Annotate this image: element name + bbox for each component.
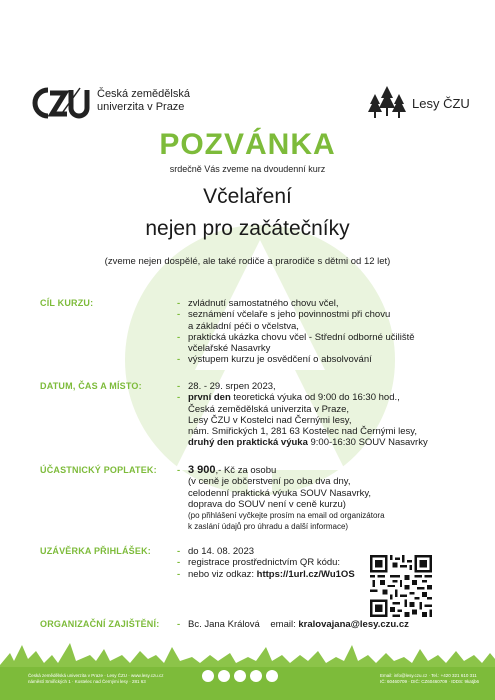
payment-note: (po přihlášení vyčkejte prosím na email od organizátora (188, 511, 385, 521)
audience-note: (zveme nejen dospělé, ale také rodiče a prarodiče s dětmi od 12 let) (104, 256, 391, 267)
list-item: a základní péči o včelstva, (188, 320, 299, 332)
qr-code[interactable] (370, 555, 432, 617)
invitation-heading: POZVÁNKA (159, 128, 336, 161)
goal-label: CÍL KURZU: (40, 298, 94, 308)
organizer-name: Bc. Jana Králová (188, 619, 260, 630)
footer-address-line: náměstí Smiřických 1 · Kostelec nad Černými lesy · 281 63 (28, 679, 146, 684)
list-item: - výstupem kurzu je osvědčení o absolvování (177, 354, 477, 365)
lesy-name: Lesy ČZU (412, 96, 470, 111)
payment-note: k zaslání údajů pro úhradu a další informace) (188, 522, 349, 532)
forest-skyline (0, 625, 495, 700)
course-title-line2: nejen pro začátečníky (145, 217, 350, 240)
course-dates: - 28. - 29. srpen 2023, (177, 381, 477, 392)
list-item: - seznámení včelaře s jeho povinnostmi při chovu (177, 309, 477, 320)
list-item: včelařské Nasavrky (188, 343, 271, 355)
goal-content (177, 298, 477, 366)
footer-contact-line: IČ: 60460709 · DIČ: CZ60460709 · IDDS: 9katjb6 (380, 679, 480, 684)
subtitle: srdečně Vás zveme na dvoudenní kurz (169, 164, 326, 174)
registration-link[interactable]: https://1url.cz/Wu1OS (256, 568, 355, 580)
partner-logos-icon (200, 669, 290, 683)
venue-line: Lesy ČZU v Kostelci nad Černými lesy, (188, 414, 352, 426)
title-block (0, 128, 495, 267)
header (0, 84, 495, 124)
registration-note: - registrace prostřednictvím QR kódu: (177, 557, 477, 568)
footer-address-line: Česká zemědělská univerzita v Praze · Lesy ČZU · www.lesy.czu.cz (28, 673, 164, 678)
czu-name (97, 88, 190, 114)
czu-name-line1: Česká zemědělská (97, 88, 190, 100)
link-prefix: nebo viz odkaz: (188, 568, 257, 580)
day2-label: druhý den praktická výuka (188, 437, 308, 449)
day2-text: 9:00-16:30 SOUV Nasavrky (307, 437, 428, 449)
fee-note: (v ceně je občerstvení po oba dva dny, (188, 476, 351, 488)
day1-label: první den (188, 392, 231, 404)
venue-line: Česká zemědělská univerzita v Praze, (188, 403, 350, 415)
organizer-email[interactable]: kralovajana@lesy.czu.cz (298, 619, 409, 630)
list-item: - zvládnutí samostatného chovu včel, (177, 298, 477, 309)
venue-address: nám. Smiřických 1, 281 63 Kostelec nad Černými lesy, (188, 426, 417, 438)
deadline-date: - do 14. 08. 2023 (177, 546, 477, 557)
fee-label: ÚČASTNICKÝ POPLATEK: (40, 465, 157, 475)
footer (0, 625, 495, 700)
fee-currency: ,- Kč za osobu (215, 465, 277, 476)
date-content (177, 381, 477, 449)
email-label: email: (270, 619, 299, 630)
czu-name-line2: univerzita v Praze (97, 101, 185, 113)
organizer-label: ORGANIZAČNÍ ZAJIŠTĚNÍ: (40, 619, 160, 629)
czu-logo (30, 86, 90, 120)
list-item: - praktická ukázka chovu včel - Střední odborné učiliště (177, 332, 477, 343)
deadline-content (177, 546, 477, 580)
footer-address (28, 673, 163, 685)
course-title-line1: Včelaření (203, 185, 292, 208)
fee-content (177, 465, 477, 533)
footer-contact-line: Email: info@lesy.czu.cz · Tel.: +420 321 610 311 (380, 673, 477, 678)
lesy-trees-icon (367, 84, 407, 120)
day1-text: teoretická výuka od 9:00 do 16:30 hod., (230, 392, 400, 404)
date-label: DATUM, ČAS A MÍSTO: (40, 381, 142, 391)
fee-note: celodenní praktická výuka SOUV Nasavrky, (188, 487, 372, 499)
footer-contact (380, 673, 479, 685)
fee-note: doprava do SOUV není v ceně kurzu) (188, 498, 346, 510)
fee-amount: 3 900 (188, 464, 216, 476)
deadline-label: UZÁVĚRKA PŘIHLÁŠEK: (40, 546, 151, 556)
